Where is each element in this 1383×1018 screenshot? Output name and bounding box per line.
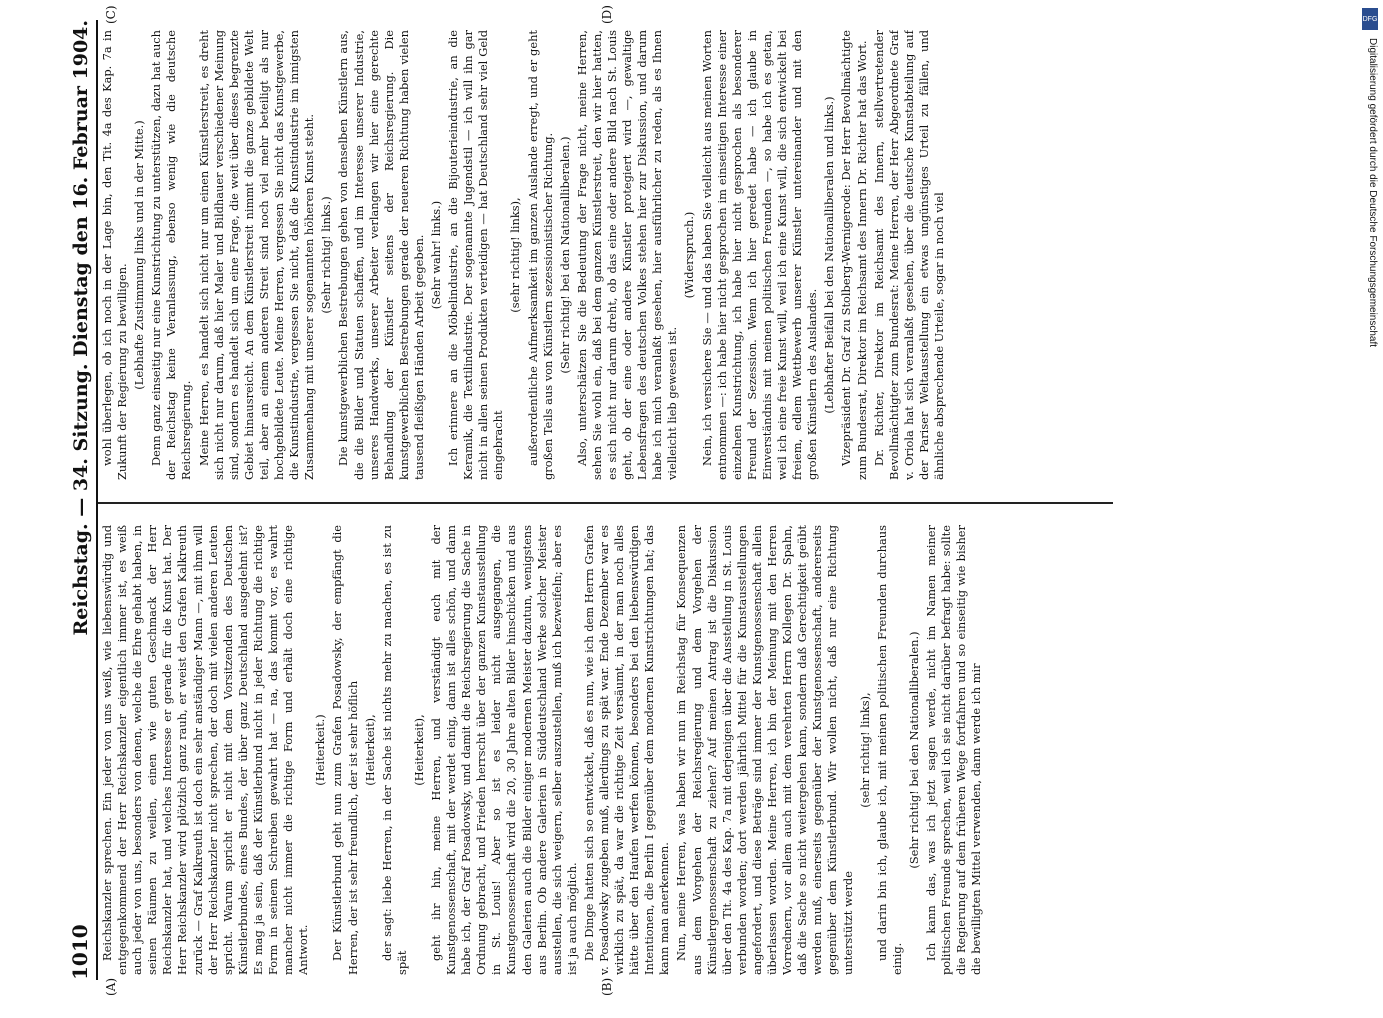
paragraph: Also, unterschätzen Sie die Bedeutung der Frage nicht, meine Herren, sehen Sie wohl ein, daß bei dem ganzen Künstlerstreit, den wir hier hatten, es sich nicht nur darum dreht, ob das eine oder andere Bild nach St. Louis geht, ob der eine oder andere Künstler protegiert wird —, gewaltige Lebensfragen des deutschen Volkes stehen hier zur Diskussion, und darum habe ich mich veranlaßt gesehen, hier ausführlicher zu reden, als es Ihnen vielleicht lieb gewesen ist. bbox=[574, 30, 680, 480]
interjection: (Heiterkeit), bbox=[362, 714, 377, 786]
paragraph: außerordentliche Aufmerksamkeit im ganzen Auslande erregt, und er geht großen Teils aus von Künstlern sezessionistischer Richtung. bbox=[525, 30, 555, 480]
interjection: (Lebhafter Beifall bei den Nationalliberalen und links.) bbox=[822, 96, 837, 414]
paragraph: und darin bin ich, glaube ich, mit meinen politischen Freunden durchaus einig. bbox=[874, 525, 904, 975]
column-divider bbox=[98, 502, 1113, 504]
interjection: (Widerspruch.) bbox=[682, 211, 697, 299]
right-column bbox=[100, 30, 1110, 480]
interjection: (Heiterkeit.) bbox=[313, 714, 328, 786]
paragraph: Die Dinge hatten sich so entwickelt, daß es nun, wie ich dem Herrn Grafen v. Posadowsky zugeben muß, allerdings zu spät war. Ende Dezember war es wirklich zu spät, da war die richtige Zeit versäumt, in der man noch alles hätte über den Haufen werfen können, besonders bei den liebenswürdigen Intentionen, die Berlin I gegenüber dem modernen Kunstrichtungen hat; das kann man anerkennen. bbox=[581, 525, 672, 975]
margin-tag-a: (A) bbox=[104, 977, 118, 996]
paragraph: wohl überlegen, ob ich noch in der Lage bin, den Tit. 4a des Kap. 7a in Zukunft der Regierung zu bewilligen. bbox=[100, 30, 130, 480]
side-note bbox=[1358, 8, 1382, 988]
interjection: (sehr richtig! links), bbox=[508, 197, 523, 313]
interjection: (Sehr wahr! links.) bbox=[428, 200, 443, 310]
paragraph: Ich kann das, was ich jetzt sagen werde, nicht im Namen meiner politischen Freunde sprechen, weil ich sie nicht darüber befragt habe: sollte die Regierung auf dem früheren Wege fortfahren und so einseitig wie bisher die bewilligten Mittel verwenden, dann werde ich mir bbox=[923, 525, 984, 975]
margin-tag-c: (C) bbox=[104, 5, 118, 24]
interjection: (Sehr richtig! bei den Nationalliberalen.) bbox=[557, 136, 572, 374]
paragraph: Dr. Richter, Direktor im Reichsamt des Innern, stellvertretender Bevollmächtigter zum Bundesrat: Meine Herren, der Herr Abgeordnete Graf v. Oriola hat sich veranlaßt gesehen, über die deutsche Kunstabteilung auf der Pariser Weltausstellung ein etwas ungünstiges Urteil zu fällen, und ähnliche absprechende Urteile, sogar in noch viel bbox=[871, 30, 946, 480]
paragraph: Nein, ich versichere Sie — und das haben Sie vielleicht aus meinen Worten entnommen —: ich habe hier nicht gesprochen im einseitigen Interesse einer einzelnen Kunstrichtung, ich habe hier nicht gesprochen als besonderer Freund der Sezession. Wenn ich hier geredet habe — ich glaube in Einverständnis mit meinen politischen Freunden —, so habe ich es getan, weil ich eine freie Kunst will, weil ich eine Kunst will, die sich entwickelt bei freiem, edlem Wettbewerb unserer Künstler untereinander und mit den großen Künstlern des Auslandes. bbox=[699, 30, 820, 480]
page-title: Reichstag. — 34. Sitzung. Dienstag den 16. Februar 1904. bbox=[70, 20, 92, 636]
paragraph: geht ihr hin, meine Herren, und verständigt euch mit der Kunstgenossenschaft, mit der werdet einig, dann ist alles schön, und dann habe ich, der Graf Posadowsky, und damit die Reichsregierung die Sache in Ordnung gebracht, und Frieden herrscht über der ganzen Kunstausstellung in St. Louis! Aber so ist es leider nicht ausgegangen, die Kunstgenossenschaft wird die 20, 30 Jahre alten Bilder hinschicken und aus den Galerien auch die Bilder einiger modernen Meister dazutun, wenigstens aus Berlin. Ob andere Galerien in Süddeutschland Werke solcher Meister ausstellen, die sich weigern, selber auszustellen, muß ich bezweifeln; aber es ist ja auch möglich. bbox=[428, 525, 579, 975]
paragraph: Die kunstgewerblichen Bestrebungen gehen von denselben Künstlern aus, die die Bilder und Statuen schaffen, und im Interesse unserer Industrie, unseres Handwerks, unserer Arbeiter verlangen wir hier eine gerechte Behandlung der Künstler seitens der Reichsregierung. Die kunstgewerblichen Bestrebungen gerade der neueren Richtung haben vielen tausend fleißigen Händen Arbeit gegeben. bbox=[336, 30, 426, 480]
interjection: (sehr richtig! links), bbox=[857, 692, 872, 808]
interjection: (Sehr richtig! links.) bbox=[319, 196, 334, 314]
paragraph: Der Künstlerbund geht nun zum Grafen Posadowsky, der empfängt die Herren, der ist sehr freundlich, der ist sehr höflich bbox=[330, 525, 360, 975]
paragraph: Denn ganz einseitig nur eine Kunstrichtung zu unterstützen, dazu hat auch der Reichstag keine Veranlassung, ebenso wenig wie die deutsche Reichsregierung. bbox=[149, 30, 194, 480]
interjection: (Heiterkeit), bbox=[411, 714, 426, 786]
paragraph: Ich erinnere an die Möbelindustrie, an die Bijouterieindustrie, an die Keramik, die Textilindustrie. Der sogenannte Jugendstil — ich will ihn gar nicht in allen seinen Produkten verteidigen — hat Deutschland sehr viel Geld eingebracht bbox=[446, 30, 506, 480]
page-header bbox=[62, 20, 98, 980]
paragraph: der sagt: liebe Herren, in der Sache ist nichts mehr zu machen, es ist zu spät bbox=[379, 525, 409, 975]
left-column bbox=[100, 525, 1110, 975]
paragraph: Meine Herren, es handelt sich nicht nur um einen Künstlerstreit, es dreht sich nicht nur darum, daß hier Maler und Bildhauer verschiedener Meinung sind, sondern es handelt sich um eine Frage, die weit über dieses begrenzte Gebiet hinausreicht. An dem Künstlerstreit nimmt die ganze gebildete Welt teil, aber an einem anderen Streit sind noch viel mehr beteiligt als nur hochgebildete Leute. Meine Herren, vergessen Sie nicht das Kunstgewerbe, die Kunstindustrie, vergessen Sie nicht, daß die Kunstindustrie im innigsten Zusammenhang mit unserer sogenannten höheren Kunst steht. bbox=[196, 30, 317, 480]
side-note-text: Digitalisierung gefördert durch die Deutsche Forschungsgemeinschaft bbox=[1367, 38, 1378, 348]
dfg-logo: DFG bbox=[1362, 8, 1378, 30]
paragraph: Vizepräsident Dr. Graf zu Stolberg-Wernigerode: Der Herr Bevollmächtigte zum Bundesrat, Direktor im Reichsamt des Innern Dr. Richter hat das Wort. bbox=[839, 30, 869, 480]
margin-tag-d: (D) bbox=[600, 5, 614, 24]
paragraph: Nun, meine Herren, was haben wir nun im Reichstag für Konsequenzen aus dem Vorgehen der Reichsregierung und dem Vorgehen der Künstlergenossenschaft zu ziehen? Auf meinen Antrag ist die Diskussion über den Tit. 4a des Kap. 7a mit derjenigen über die Ausstellung in St. Louis verbunden worden; dort werden jährlich Mittel für die Kunstausstellungen angefordert, und diese Beträge sind immer der Kunstgenossenschaft allein überlassen worden. Meine Herren, ich bin der Meinung mit den Herren Vorrednern, vor allem auch mit dem verehrten Herrn Kollegen Dr. Spahn, daß die Sache so nicht weitergehen kann, sondern daß Gerechtigkeit geübt werden muß, einerseits gegenüber der Kunstgenossenschaft, andererseits gegenüber dem Künstlerbund. Wir wollen nicht, daß nur eine Richtung unterstützt werde bbox=[674, 525, 855, 975]
interjection: (Sehr richtig! bei den Nationalliberalen.) bbox=[906, 631, 921, 869]
margin-tag-b: (B) bbox=[600, 977, 614, 996]
paragraph: Reichskanzler sprechen. Ein jeder von uns weiß, wie liebenswürdig und entgegenkommend der Herr Reichskanzler eigentlich immer ist, es weiß auch jeder von uns, besonders von denen, welche die Ehre gehabt haben, in seinen Räumen zu weilen, einen wie guten Geschmack der Herr Reichskanzler hat, und welches Interesse er gerade für die Kunst hat. Der Herr Reichskanzler wird plötzlich ganz rauh, er weist den Grafen Kalkreuth zurück — Graf Kalkreuth ist doch ein sehr anständiger Mann —, mit ihm will der Herr Reichskanzler nicht sprechen, der doch mit vielen anderen Leuten spricht. Warum spricht er nicht mit dem Vorsitzenden des Deutschen Künstlerbundes, eines Bundes, der über ganz Deutschland ausgedehnt ist? Es mag ja sein, daß der Künstlerbund nicht in jeder Richtung die richtige Form in seinem Schreiben gewahrt hat — na, das kommt vor, es wahrt mancher nicht immer die richtige Form und erhält doch eine richtige Antwort. bbox=[100, 525, 311, 975]
page-number: 1010 bbox=[68, 924, 92, 980]
interjection: (Lebhafte Zustimmung links und in der Mitte.) bbox=[132, 120, 147, 390]
